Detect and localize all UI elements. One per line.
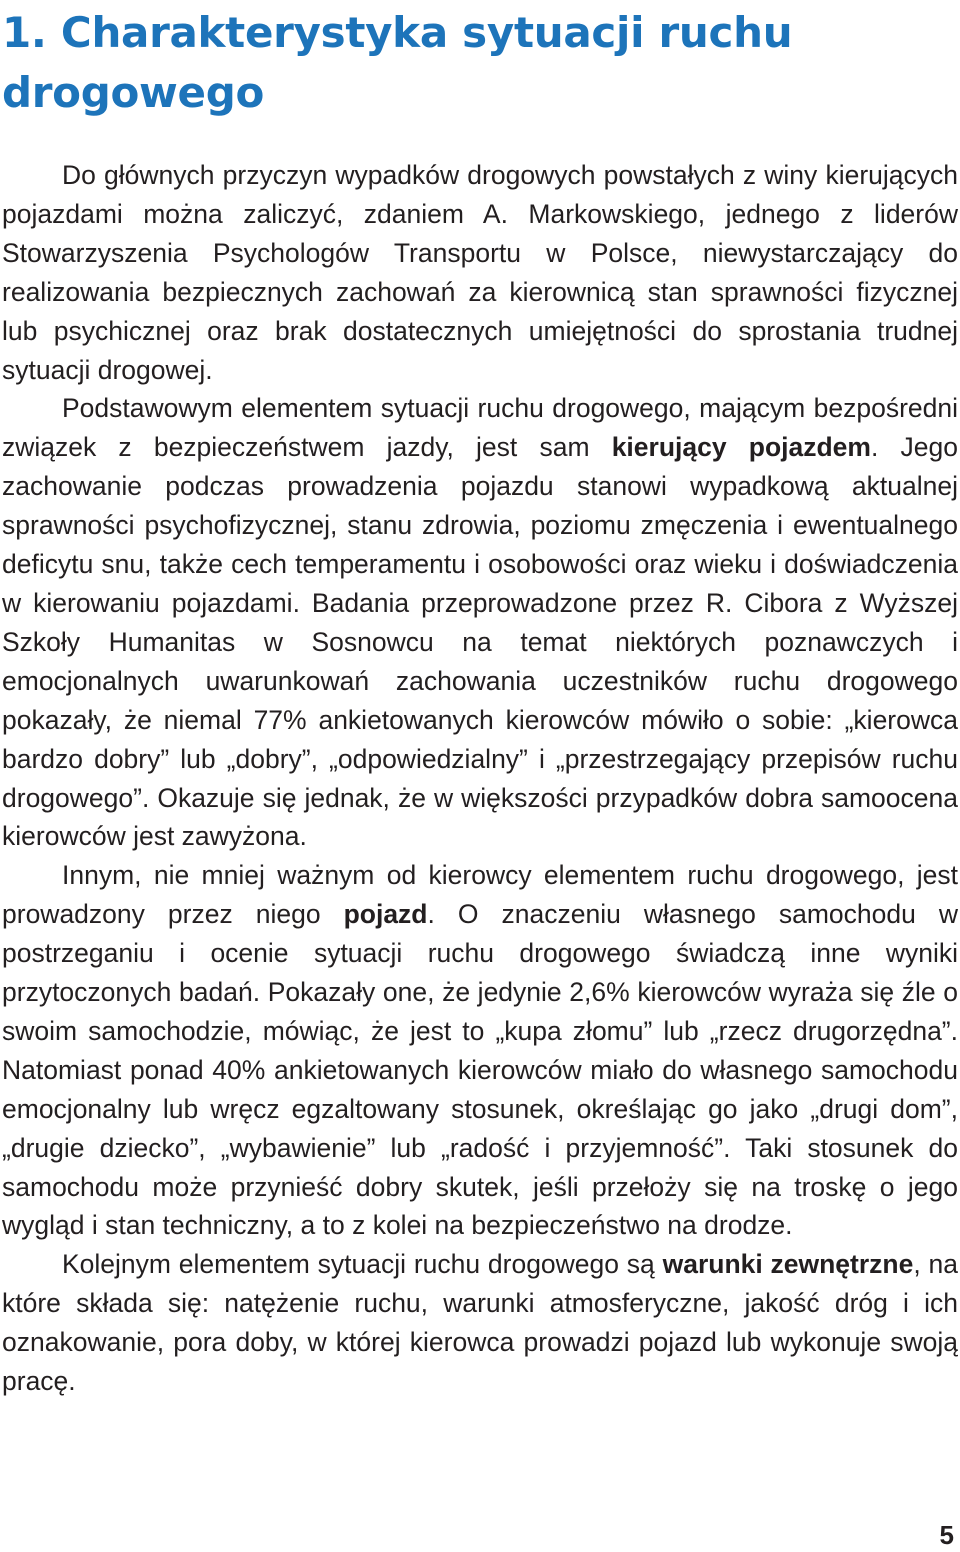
paragraph-text: Podstawowym elementem sytuacji ruchu drogowego, mającym bezpośredni związek z bezpieczeństwem jazdy, jest sam [2,393,958,463]
document-page [2,0,958,1401]
page-number: 5 [939,1520,954,1550]
chapter-number: 1. [2,8,47,57]
bold-term-driver: kierujący pojazdem [611,432,871,463]
paragraph-text: . Jego zachowanie podczas prowadzenia pojazdu stanowi wypadkową aktualnej sprawności psychofizycznej, stanu zdrowia, poziomu zmęczenia i ewentualnego deficytu snu, także cech temperamentu i osobowości oraz wieku i doświadczenia w kierowaniu pojazdami. Badania przeprowadzone przez R. Cibora z Wyższej Szkoły Humanitas w Sosnowcu na temat niektórych poznawczych i emocjonalnych uwarunkowań zachowania uczestników ruchu drogowego pokazały, że niemal 77% ankietowanych kierowców mówiło o sobie: „kierowca bardzo dobry” lub „dobry”, „odpowiedzialny” i „przestrzegający przepisów ruchu drogowego”. Okazuje się jednak, że w większości przypadków dobra samoocena kierowców jest zawyżona. [2,432,958,852]
paragraph-3 [2,856,958,1245]
paragraph-text: Do głównych przyczyn wypadków drogowych powstałych z winy kierujących pojazdami można zaliczyć, zdaniem A. Markowskiego, jednego z liderów Stowarzyszenia Psychologów Transportu w Polsce, niewystarczający do realizowania bezpiecznych zachowań za kierownicą stan sprawności fizycznej lub psychicznej oraz brak dostatecznych umiejętności do sprostania trudnej sytuacji drogowej. [2,160,958,385]
bold-term-vehicle: pojazd [343,899,428,930]
bold-term-external-conditions: warunki zewnętrzne [662,1249,914,1280]
paragraph-text: , na które składa się: natężenie ruchu, warunki atmosferyczne, jakość dróg i ich oznakowanie, pora doby, w której kierowca prowadzi pojazd lub wykonuje swoją pracę. [2,1249,959,1397]
paragraph-1 [2,156,958,389]
paragraph-2 [2,389,958,856]
paragraph-text: . O znaczeniu własnego samochodu w postrzeganiu i ocenie sytuacji ruchu drogowego świadczą inne wyniki przytoczonych badań. Pokazały one, że jedynie 2,6% kierowców wyraża się źle o swoim samochodzie, mówiąc, że jest to „kupa złomu” lub „rzecz drugorzędna”. Natomiast ponad 40% ankietowanych kierowców miało do własnego samochodu emocjonalny lub wręcz egzaltowany stosunek, określając go jako „drugi dom”, „drugie dziecko”, „wybawienie” lub „radość i przyjemność”. Taki stosunek do samochodu może przynieść dobry skutek, jeśli przełoży się na troskę o jego wygląd i stan techniczny, a to z kolei na bezpieczeństwo na drodze. [2,899,958,1241]
paragraph-4 [2,1245,958,1401]
paragraph-text: Innym, nie mniej ważnym od kierowcy elementem ruchu drogowego, jest prowadzony przez niego [2,860,958,930]
chapter-heading [2,0,958,123]
body-text [2,156,958,1401]
paragraph-text: Kolejnym elementem sytuacji ruchu drogowego są [62,1249,663,1280]
chapter-title: Charakterystyka sytuacji ruchu drogowego [2,8,793,117]
